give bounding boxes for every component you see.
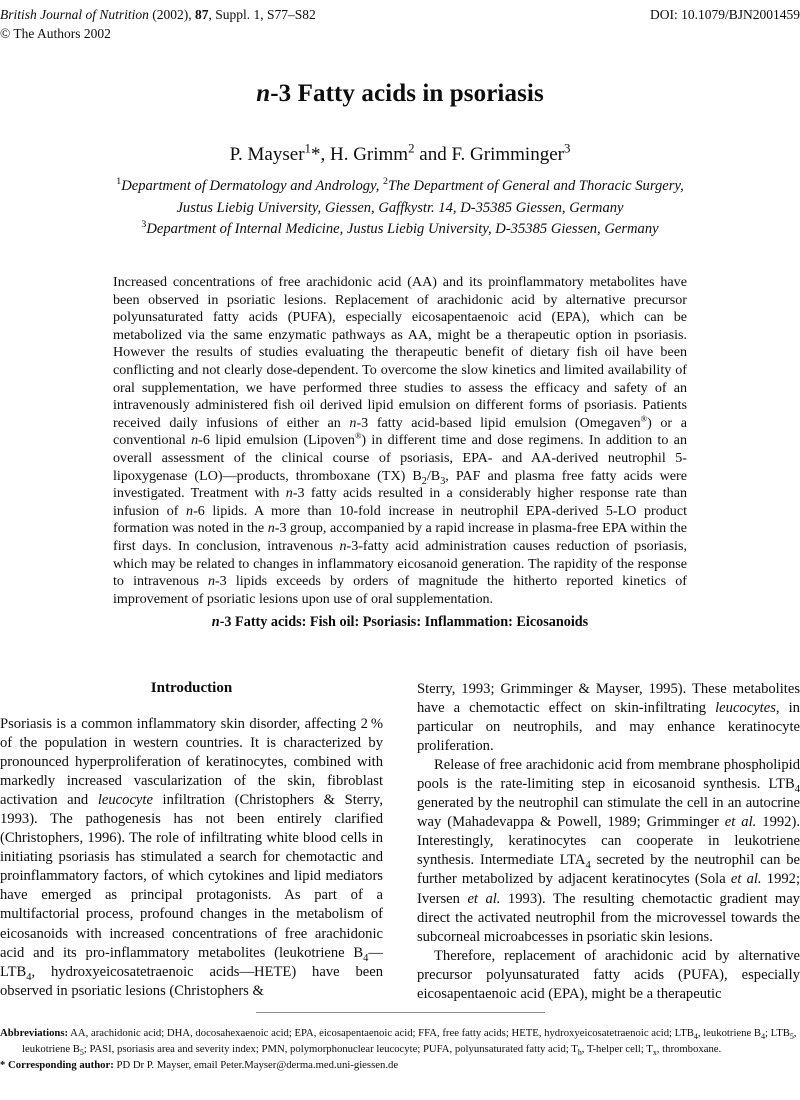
left-seg-3: —LTB <box>0 944 383 980</box>
author-list <box>0 140 800 166</box>
right-seg-3: Release of free arachidonic acid from membrane phospholipid pools is the rate-limiting step in eicosanoid synthesis. LTB <box>417 757 800 793</box>
author-one-affil-marker: 1 <box>304 140 311 156</box>
abbr-subscript-4: 5 <box>79 1047 84 1057</box>
page-title <box>0 80 800 108</box>
abstract-seg-7: , PAF and plasma free fatty acids were investigated. Treatment with <box>113 467 687 502</box>
abstract-seg-6: /B <box>426 467 441 484</box>
right-seg-8: 1993). The resulting chemotactic gradient may direct the activated neutrophil from the microvessel towards the subcorneal microabcesses in psoriatic skin lesions. <box>417 890 800 945</box>
left-italic-leucocyte: leucocyte <box>97 792 153 809</box>
right-subscript-2: 4 <box>585 860 591 872</box>
abbr-subscript-5: h <box>577 1047 582 1057</box>
abbr-seg-4: , leukotriene B <box>22 1027 797 1055</box>
abstract <box>113 274 687 608</box>
abstract-italic-n-7: n <box>207 573 215 590</box>
left-subscript-1: 4 <box>363 952 369 964</box>
corresponding-author-note <box>0 1058 800 1074</box>
registered-mark-1: ® <box>640 413 648 424</box>
affil-1b: The Department of General and Thoracic Surgery, <box>388 178 684 194</box>
footnote-rule <box>256 1012 545 1013</box>
affil-marker-2: 2 <box>383 176 388 188</box>
abstract-seg-3: ) or a conventional <box>113 414 687 449</box>
abstract-subscript-1: 2 <box>421 475 427 487</box>
abbr-subscript-6: x <box>652 1047 657 1057</box>
affil-2: Justus Liebig University, Giessen, Gaffkystr. 14, D-35385 Giessen, Germany <box>176 199 624 216</box>
right-italic-etal-2: et al. <box>730 871 762 888</box>
doi-line: DOI: 10.1079/BJN2001459 <box>649 7 800 22</box>
body-column-right <box>417 680 800 1004</box>
author-two-affil-marker: 2 <box>408 140 415 156</box>
right-seg-4: generated by the neutrophil can stimulate the cell in an autocrine way (Mahadevappa & Powell, 1989; Grimminger <box>417 795 800 831</box>
abbr-subscript-2: 4 <box>761 1032 766 1042</box>
abstract-italic-n-6: n <box>339 537 347 554</box>
abstract-italic-n-4: n <box>186 502 194 519</box>
left-subscript-2: 4 <box>26 971 32 983</box>
abbr-subscript-1: 4 <box>693 1032 698 1042</box>
abstract-seg-5: ) in different time and dose regimens. In addition to an overall assessment of the clinical course of psoriasis, EPA- and AA-derived neutrophil 5-lipoxygenase (LO)—products, thromboxane (TX) B <box>113 432 687 484</box>
keywords-line <box>113 614 687 631</box>
keywords-text: -3 Fatty acids: Fish oil: Psoriasis: Inflammation: Eicosanoids <box>219 614 589 630</box>
abstract-seg-8: -3 fatty acids resulted in a considerably higher response rate than infusion of <box>113 485 687 519</box>
corresponding-author-text: PD Dr P. Mayser, email Peter.Mayser@derma.med.uni-giessen.de <box>113 1059 399 1072</box>
citation-pre: (2002), <box>148 7 196 22</box>
body-column-left <box>0 715 383 1001</box>
corresponding-author-label: * Corresponding author: <box>0 1059 114 1072</box>
right-seg-1: Sterry, 1993; Grimminger & Mayser, 1995). These metabolites have a chemotactic effect on skin-infiltrating <box>417 681 800 717</box>
right-seg-5: 1992). Interestingly, keratinocytes can cooperate in leukotriene synthesis. Intermediate LTA <box>417 814 800 869</box>
right-seg-7: 1992; Iversen <box>417 871 800 907</box>
abstract-italic-n-2: n <box>191 432 199 449</box>
abstract-seg-1: Increased concentrations of free arachidonic acid (AA) and its proinflammatory metabolites have been observed in psoriatic lesions. Replacement of arachidonic acid by alternative precursor polyunsaturated fatty acids (PUFA), especially eicosapentaenoic acid (EPA), which can be metabolized via the same enzymatic pathways as AA, might be a therapeutic option in psoriasis. However the results of studies evaluating the therapeutic benefit of dietary fish oil have been conflicting and not clearly dose-dependent. To overcome the slow kinetics and limited availability of oral supplementation, we have performed three studies to assess the efficacy and safety of an intravenously administered fish oil derived lipid emulsion on different forms of psoriasis. Patients received daily infusions of either an <box>113 274 687 431</box>
abbr-seg-6: , T-helper cell; T <box>581 1042 653 1055</box>
right-subscript-1: 4 <box>794 784 800 796</box>
affil-1a: Department of Dermatology and Andrology, <box>121 178 384 194</box>
abstract-seg-11: -3-fatty acid administration causes reduction of psoriasis, which may be related to changes in inflammatory eicosanoid generation. The rapidity of the response to intravenous <box>113 537 688 590</box>
abstract-italic-n-5: n <box>267 520 275 537</box>
abbr-subscript-3: 5 <box>789 1032 794 1042</box>
right-seg-2: , in particular on neutrophils, and may enhance keratinocyte proliferation. <box>417 700 800 755</box>
abbreviations-label: Abbreviations: <box>0 1027 69 1039</box>
journal-citation <box>0 6 316 43</box>
left-seg-4: , hydroxyeicosatetraenoic acids—HETE) have been observed in psoriatic lesions (Christophers & <box>0 963 383 999</box>
right-seg-6: secreted by the neutrophil can be further metabolized by adjacent keratinocytes (Sola <box>417 852 800 888</box>
abstract-seg-4: -6 lipid emulsion (Lipoven <box>198 432 355 449</box>
author-three-affil-marker: 3 <box>563 140 571 156</box>
abstract-seg-10: -3 group, accompanied by a rapid increase in plasma-free EPA within the first days. In conclusion, intravenous <box>113 520 687 554</box>
section-heading-introduction: Introduction <box>150 680 233 696</box>
left-seg-1: Psoriasis is a common inflammatory skin disorder, affecting 2 % of the population in western countries. It is characterized by pronounced hyperproliferation of keratinocytes, combined with markedly increased vascularization of the skin, fibroblast activation and <box>0 716 383 809</box>
abbr-seg-2: , leukotriene B <box>697 1027 762 1039</box>
title-italic-part: n <box>256 80 271 107</box>
abbreviations-note <box>0 1026 800 1057</box>
keywords-italic-n: n <box>211 614 220 630</box>
abstract-seg-12: -3 lipids exceeds by orders of magnitude the hitherto reported kinetics of improvement of psoriatic lesions upon use of oral supplementation. <box>113 573 687 607</box>
abbr-seg-1: AA, arachidonic acid; DHA, docosahexaenoic acid; EPA, eicosapentaenoic acid; FFA, free fatty acids; HETE, hydroxyeicosatetraenoic acid; LTB <box>68 1027 694 1039</box>
paragraph <box>0 715 383 1001</box>
abbr-seg-5: ; PASI, psoriasis area and severity index; PMN, polymorphonuclear leucocyte; PUFA, polyunsaturated fatty acid; T <box>83 1042 578 1055</box>
abstract-seg-9: -6 lipids. A more than 10-fold increase in neutrophil EPA-derived 5-LO product formation was noted in the <box>113 502 687 537</box>
right-italic-leucocytes: leucocytes <box>715 700 776 717</box>
abbr-seg-7: , thromboxane. <box>656 1042 722 1055</box>
abstract-seg-2: -3 fatty acid-based lipid emulsion (Omegaven <box>356 414 641 431</box>
author-one: P. Mayser <box>229 144 305 165</box>
affil-marker-1: 1 <box>116 176 122 188</box>
right-italic-etal-3: et al. <box>467 890 501 907</box>
abstract-italic-n-3: n <box>285 485 293 502</box>
abstract-subscript-2: 3 <box>440 475 446 487</box>
copyright-line: © The Authors 2002 <box>0 26 111 41</box>
citation-post: , Suppl. 1, S77–S82 <box>208 7 316 22</box>
abstract-italic-n-1: n <box>349 414 357 431</box>
title-rest: -3 Fatty acids in psoriasis <box>270 80 544 107</box>
affil-3: Department of Internal Medicine, Justus Liebig University, D-35385 Giessen, Germany <box>146 221 659 237</box>
affil-marker-3: 3 <box>141 219 147 231</box>
journal-name: British Journal of Nutrition <box>0 7 149 22</box>
paragraph: Therefore, replacement of arachidonic acid by alternative precursor polyunsaturated fatty acids (PUFA), especially eicosapentaenoic acid (EPA), might be a therapeutic <box>417 947 800 1002</box>
left-seg-2: infiltration (Christophers & Sterry, 1993). The pathogenesis has not been entirely clarified (Christophers, 1996). The role of infiltrating white blood cells in initiating psoriasis has stimulated a search for chemotactic and proinflammatory factors, of which cytokines and lipid mediators have emerged as principal protagonists. As part of a multifactorial process, profound changes in the metabolism of eicosanoids with increased concentrations of free arachidonic acid and its pro-inflammatory metabolites (leukotriene B <box>0 792 383 961</box>
running-head <box>0 6 800 46</box>
registered-mark-2: ® <box>354 430 362 441</box>
paragraph <box>417 680 800 756</box>
volume-number: 87 <box>195 7 209 22</box>
abbr-seg-3: ; LTB <box>765 1027 790 1039</box>
author-two: *, H. Grimm <box>310 144 409 165</box>
right-italic-etal-1: et al. <box>724 814 757 831</box>
author-three: and F. Grimminger <box>414 144 564 165</box>
affiliations <box>60 176 740 241</box>
footnote-block <box>0 1026 800 1074</box>
paragraph <box>417 756 800 946</box>
